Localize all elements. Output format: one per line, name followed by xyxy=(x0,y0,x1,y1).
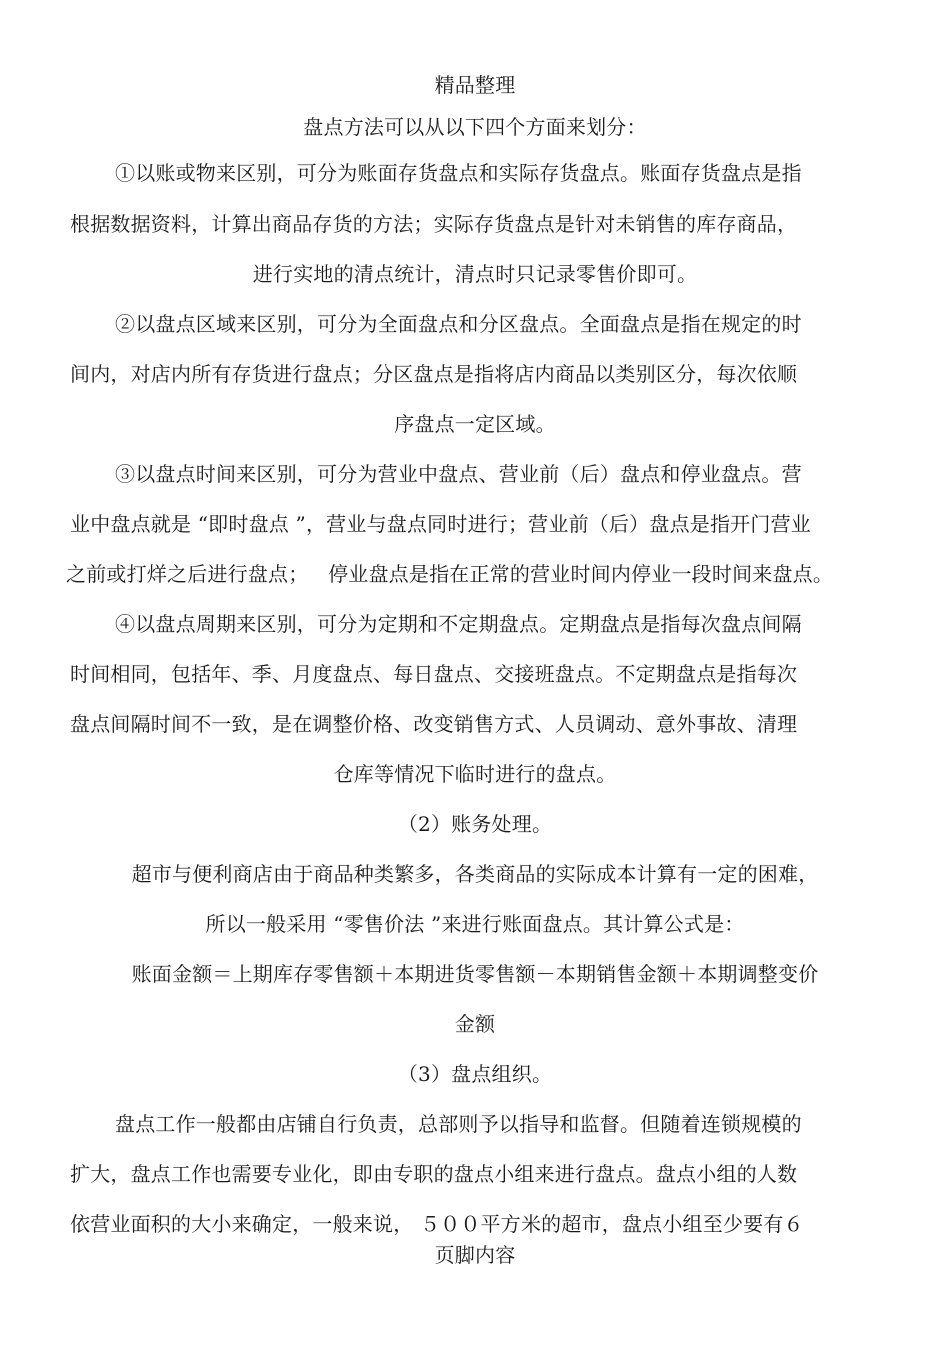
text-line: 时间相同，包括年、季、月度盘点、每日盘点、交接班盘点。不定期盘点是指每次 xyxy=(70,662,798,686)
text-line: ①以账或物来区别，可分为账面存货盘点和实际存货盘点。账面存货盘点是指 xyxy=(115,161,802,185)
text-line: 序盘点一定区域。 xyxy=(394,412,556,436)
formula-line: 账面金额＝上期库存零售额＋本期进货零售额－本期销售金额＋本期调整变价 xyxy=(131,962,819,986)
text-line: 依营业面积的大小来确定，一般来说， ５００平方米的超市，盘点小组至少要有６ xyxy=(70,1212,804,1236)
text-line: ③以盘点时间来区别，可分为营业中盘点、营业前（后）盘点和停业盘点。营 xyxy=(115,462,802,486)
text-line: 间内，对店内所有存货进行盘点；分区盘点是指将店内商品以类别区分，每次依顺 xyxy=(70,362,798,386)
page-footer: 页脚内容 xyxy=(434,1243,516,1267)
formula-line: 金额 xyxy=(454,1012,496,1036)
text-line: ④以盘点周期来区别，可分为定期和不定期盘点。定期盘点是指每次盘点间隔 xyxy=(115,612,802,636)
text-line: 盘点间隔时间不一致，是在调整价格、改变销售方式、人员调动、意外事故、清理 xyxy=(70,712,798,736)
text-line: 盘点方法可以从以下四个方面来划分： xyxy=(303,115,647,139)
section-heading: （3）盘点组织。 xyxy=(397,1062,553,1086)
text-line: ②以盘点区域来区别，可分为全面盘点和分区盘点。全面盘点是指在规定的时 xyxy=(115,312,802,336)
text-line: 扩大，盘点工作也需要专业化，即由专职的盘点小组来进行盘点。盘点小组的人数 xyxy=(70,1162,798,1186)
text-line: 仓库等情况下临时进行的盘点。 xyxy=(333,762,617,786)
text-line: 业中盘点就是 “即时盘点 ”，营业与盘点同时进行；营业前（后）盘点是指开门营业 xyxy=(70,512,811,536)
text-line: 所以一般采用 “零售价法 ”来进行账面盘点。其计算公式是： xyxy=(205,912,745,936)
text-line: 进行实地的清点统计，清点时只记录零售价即可。 xyxy=(252,262,698,286)
text-line: 盘点工作一般都由店铺自行负责，总部则予以指导和监督。但随着连锁规模的 xyxy=(115,1112,802,1136)
text-line: 之前或打烊之后进行盘点； 停业盘点是指在正常的营业时间内停业一段时间来盘点。 xyxy=(66,562,834,586)
page-title: 精品整理 xyxy=(434,73,516,97)
text-line: 超市与便利商店由于商品种类繁多，各类商品的实际成本计算有一定的困难， xyxy=(131,862,819,886)
section-heading: （2）账务处理。 xyxy=(397,812,553,836)
text-line: 根据数据资料，计算出商品存货的方法；实际存货盘点是针对未销售的库存商品， xyxy=(70,212,798,236)
